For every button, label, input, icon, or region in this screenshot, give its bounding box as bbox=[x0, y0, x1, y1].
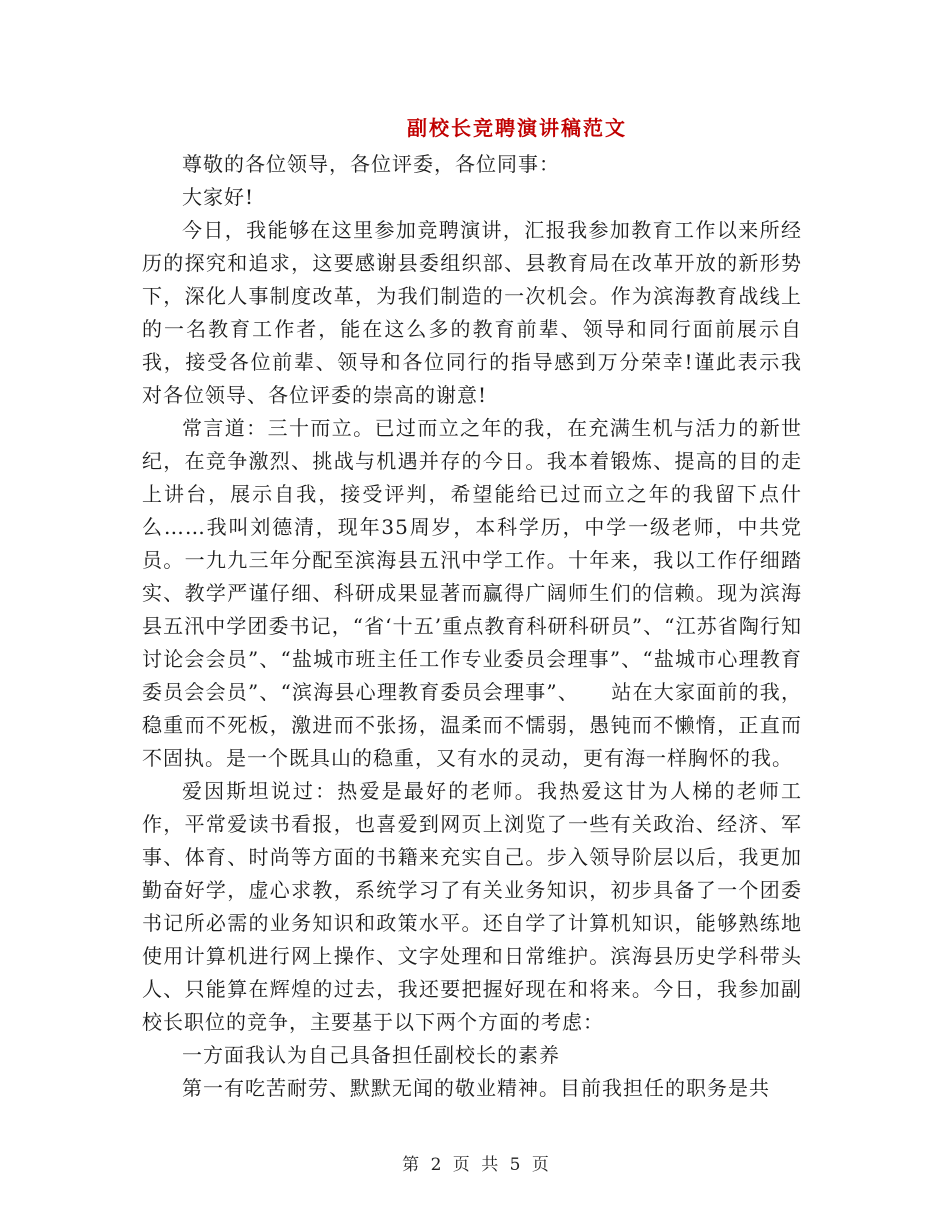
paragraph-intro: 今日，我能够在这里参加竞聘演讲，汇报我参加教育工作以来所经历的探究和追求，这要感谢县委组织部、县教育局在改革开放的新形势下，深化人事制度改革，为我们制造的一次机会。作为滨海教育战线上的一名教育工作者，能在这么多的教育前辈、领导和同行面前展示自我，接受各位前辈、领导和各位同行的指导感到万分荣幸!谨此表示我对各位领导、各位评委的崇高的谢意! bbox=[142, 218, 802, 407]
document-title: 副校长竞聘演讲稿范文 bbox=[407, 116, 627, 140]
paragraph-learning: 爱因斯坦说过：热爱是最好的老师。我热爱这甘为人梯的老师工作，平常爱读书看报，也喜爱到网页上浏览了一些有关政治、经济、军事、体育、时尚等方面的书籍来充实自己。步入领导阶层以后，我更加勤奋好学，虚心求教，系统学习了有关业务知识，初步具备了一个团委书记所必需的业务知识和政策水平。还自学了计算机知识，能够熟练地使用计算机进行网上操作、文字处理和日常维护。滨海县历史学科带头人、只能算在辉煌的过去，我还要把握好现在和将来。今日，我参加副校长职位的竞争，主要基于以下两个方面的考虑： bbox=[142, 779, 802, 1034]
document-page bbox=[142, 0, 812, 1230]
greeting: 大家好! bbox=[182, 185, 255, 209]
paragraph-self-introduction: 常言道：三十而立。已过而立之年的我，在充满生机与活力的新世纪，在竞争激烈、挑战与机遇并存的今日。我本着锻炼、提高的目的走上讲台，展示自我，接受评判，希望能给已过而立之年的我留下点什么……我叫刘德清，现年35周岁，本科学历，中学一级老师，中共党员。一九九三年分配至滨海县五汛中学工作。十年来，我以工作仔细踏实、教学严谨仔细、科研成果显著而赢得广阔师生们的信赖。现为滨海县五汛中学团委书记，“省‘十五’重点教育科研科研员”、“江苏省陶行知讨论会会员”、“盐城市班主任工作专业委员会理事”、“盐城市心理教育委员会会员”、“滨海县心理教育委员会理事”、 站在大家面前的我，稳重而不死板，激进而不张扬，温柔而不懦弱，愚钝而不懒惰，正直而不固执。是一个既具山的稳重，又有水的灵动，更有海一样胸怀的我。 bbox=[142, 416, 802, 770]
page-footer: 第 2 页 共 5 页 bbox=[402, 1155, 552, 1175]
paragraph-first-point: 第一有吃苦耐劳、默默无闻的敬业精神。目前我担任的职务是共 bbox=[182, 1076, 770, 1100]
document-body bbox=[142, 148, 802, 1105]
section-heading: 一方面我认为自己具备担任副校长的素养 bbox=[182, 1043, 560, 1067]
salutation: 尊敬的各位领导，各位评委，各位同事： bbox=[182, 152, 560, 176]
